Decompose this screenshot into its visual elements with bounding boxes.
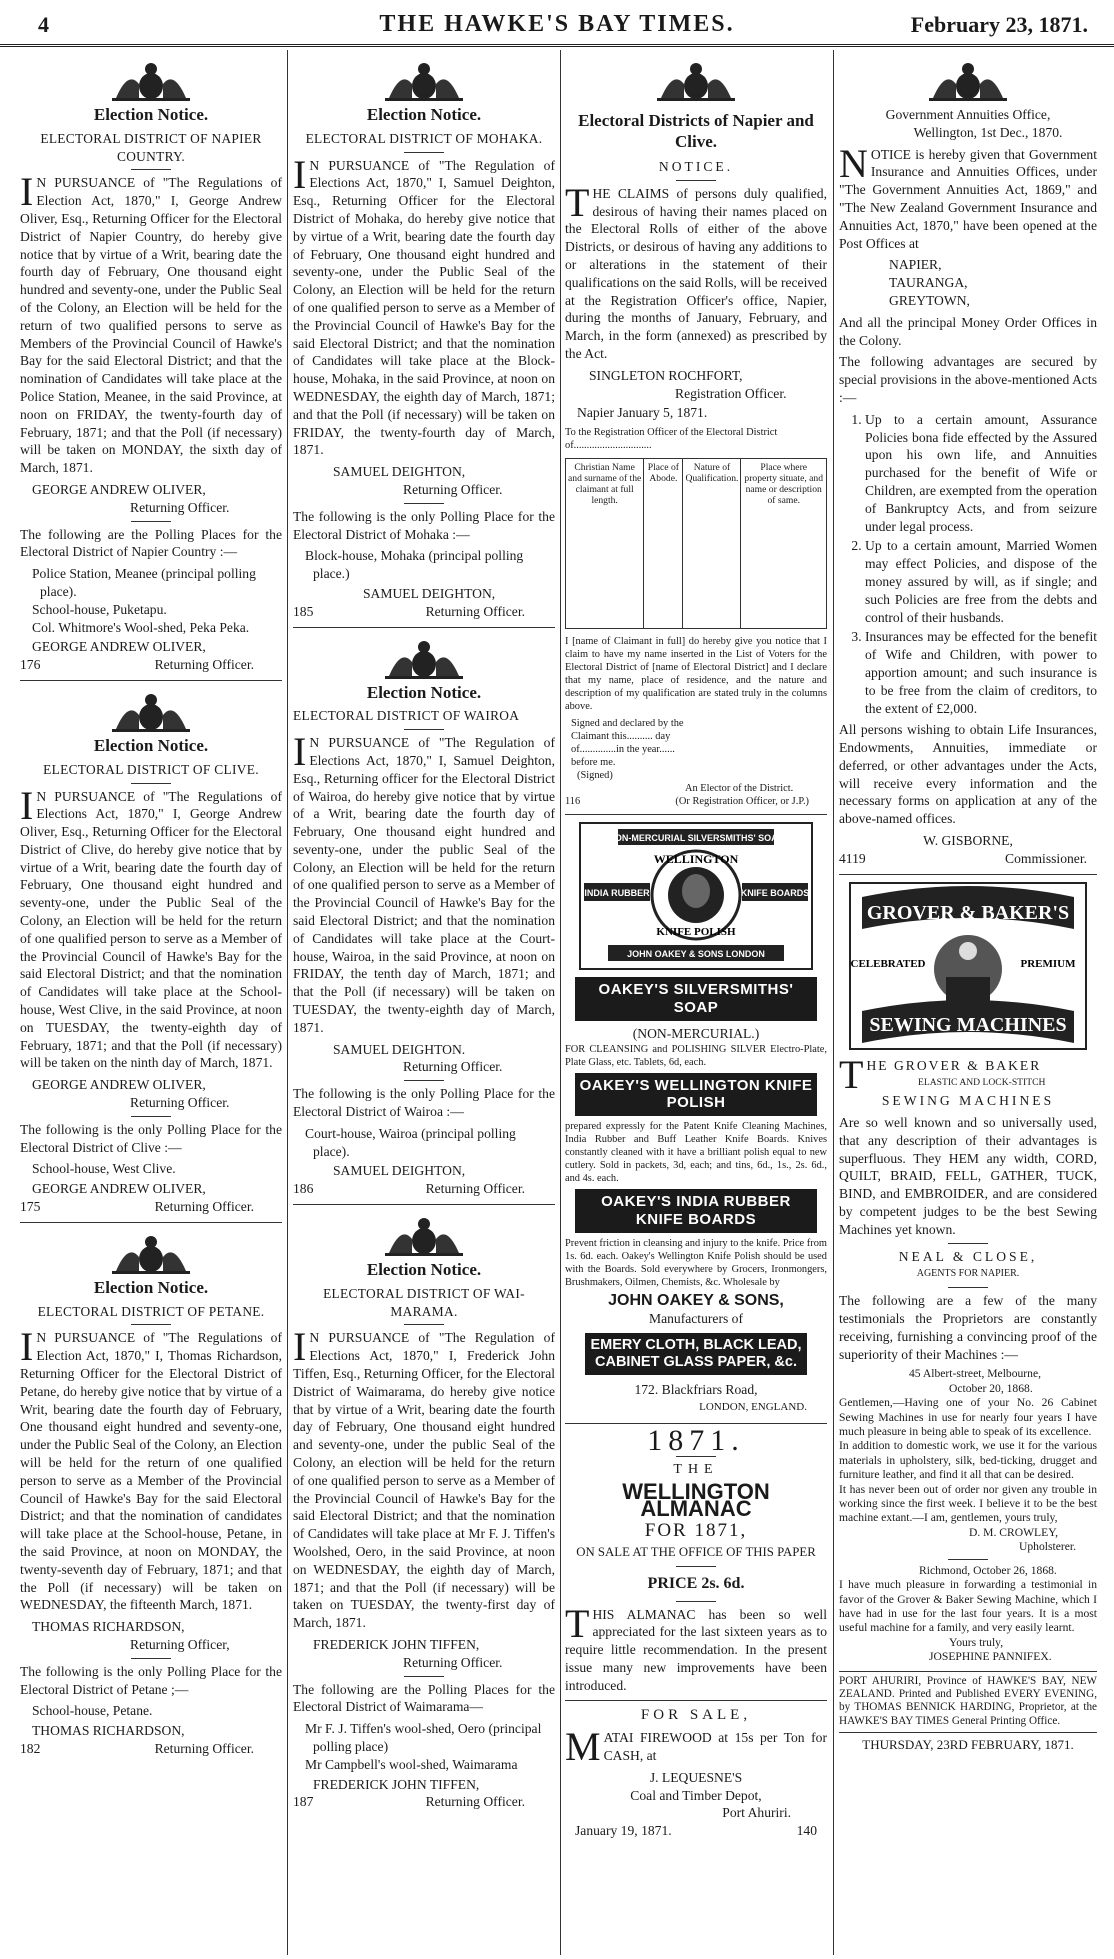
election-notice-clive xyxy=(20,691,282,1216)
banner-polish-text: KNIFE POLISH xyxy=(656,926,736,939)
notice-body: NOTICE is hereby given that Government Insurance and Annuities Offices, under "The Government Annuities Act, 1869," and "The New Zealand Government Insurance and Annuities Act, 1870," have been opened at the Post Offices at xyxy=(839,140,1097,251)
elector-alt-label: (Or Registration Officer, or J.P.) xyxy=(675,796,809,808)
officer-title: Returning Officer. xyxy=(130,1095,230,1111)
officer-name: SAMUEL DEIGHTON. xyxy=(333,1041,466,1057)
testimonial-intro: The following are a few of the many testimonials the Proprietors are constantly receiving, furnishing a convincing proof of the superiority of their Machines :— xyxy=(839,1293,1097,1362)
polling-places-intro: The following is the only Polling Place for the Electoral District of Wairoa :— xyxy=(293,1086,555,1120)
royal-crest-icon xyxy=(379,60,469,102)
government-annuities-notice xyxy=(839,60,1097,868)
polling-place: School-house, Petane. xyxy=(32,1703,153,1719)
grover-subtitle: ELASTIC AND LOCK-STITCH xyxy=(918,1077,1046,1089)
royal-crest-icon xyxy=(379,638,469,680)
maker-name: JOHN OAKEY & SONS, xyxy=(608,1291,784,1309)
polling-places-intro: The following is the only Polling Place for the Electoral District of Mohaka :— xyxy=(293,508,555,542)
almanac-for: FOR 1871, xyxy=(644,1520,748,1542)
polling-places-intro: The following is the only Polling Place for the Electoral District of Clive :— xyxy=(20,1121,282,1155)
printer-imprint: PORT AHURIRI, Province of HAWKE'S BAY, NEW ZEALAND. Printed and Published EVERY EVENING, by THOMAS BENNICK HARDING, Proprietor, at the HAWKE'S BAY TIMES General Printing Office. xyxy=(839,1671,1097,1729)
officer-name: FREDERICK JOHN TIFFEN, xyxy=(313,1776,480,1792)
notice-title: Electoral Districts of Napier and Clive. xyxy=(578,111,814,151)
column-divider xyxy=(833,50,834,1955)
notice-title: Election Notice. xyxy=(366,682,482,702)
election-notice-waimarama xyxy=(293,1215,555,1811)
sale-date: January 19, 1871. xyxy=(575,1823,672,1839)
polling-places-intro: The following are the Polling Places for the Electoral District of Waimarama— xyxy=(293,1681,555,1715)
banner-top-text: NON-MERCURIAL SILVERSMITHS' SOAP xyxy=(608,833,784,844)
notice-body: I N PURSUANCE of "The Regulations of Election Act, 1870," I, Thomas Richardson, Returning Officer for the Electoral District of Petane, do hereby give notice that by virtue of a Writ, bearing date the fourth day of February, One thousand eight hundred and seventy-one, under the Public Seal of the Colony, an Election will be held for the return of one qualified person to serve as a Member of the Provincial Council of Hawke's Bay for the said Electoral District; and that the nomination of candidates will take place at the School-house, Petane, in the said Province, at noon on MONDAY, the twenty-seventh day of February, 1871; and that the Poll (if necessary) will be taken on WEDNESDAY, the fifteenth March, 1871. xyxy=(20,1324,282,1613)
polling-place: School-house, Puketapu. xyxy=(32,601,167,617)
testimonial-body: In addition to domestic work, we use it for the various materials in upholstery, silk, bed-ticking, drugget and furniture leather, and find it all that can be desired. xyxy=(839,1439,1097,1482)
column-3 xyxy=(565,50,827,1955)
commissioner-name: W. GISBORNE, xyxy=(923,833,1013,849)
officer-title: Returning Officer. xyxy=(403,481,503,497)
officer-name: GEORGE ANDREW OLIVER, xyxy=(32,481,206,497)
officer-title: Returning Officer. xyxy=(403,1654,503,1670)
officer-name: THOMAS RICHARDSON, xyxy=(32,1619,185,1635)
officer-name: GEORGE ANDREW OLIVER, xyxy=(32,639,206,655)
notice-title: Election Notice. xyxy=(93,1277,209,1297)
district-heading: ELECTORAL DISTRICT OF MOHAKA. xyxy=(305,130,543,146)
polling-place: Court-house, Wairoa (principal polling place). xyxy=(305,1125,516,1159)
district-heading: ELECTORAL DISTRICT OF NAPIER COUNTRY. xyxy=(40,130,262,164)
emery-cloth-heading: EMERY CLOTH, BLACK LEAD, CABINET GLASS PAPER, &c. xyxy=(585,1333,807,1375)
officer-title: Registration Officer. xyxy=(675,385,787,401)
royal-crest-icon xyxy=(923,60,1013,102)
royal-crest-icon xyxy=(106,1233,196,1275)
firewood-for-sale xyxy=(565,1707,827,1840)
officer-title: Returning Officer. xyxy=(425,603,525,619)
grover-body: Are so well known and so universally used, that any description of their advantages is superfluous. They HEM any width, CORD, QUILT, BRAID, FELL, GATHER, TUCK, BIND, and EMBROIDER, and are considered by competent judges to be the best Sewing Machines yet known. xyxy=(839,1115,1097,1237)
testimonial-body: I have much pleasure in forwarding a testimonial in favor of the Grover & Baker Sewing Machine, which I have had in use for the last four years. It is a most useful machine for a family, and very easily learnt. xyxy=(839,1578,1097,1635)
officer-title: Returning Officer. xyxy=(425,1181,525,1197)
almanac-advertisement xyxy=(565,1423,827,1695)
officer-name: GEORGE ANDREW OLIVER, xyxy=(32,1181,206,1197)
notice-label: NOTICE. xyxy=(658,159,734,174)
notice-body: I N PURSUANCE of "The Regulation of Elections Act, 1870," I, Samuel Deighton, Esq., Returning officer for the Electoral District of Wairoa, do hereby give notice that by virtue of a Writ, bearing date the fourth day of February, One thousand eight hundred and seventy-one, under the public Seal of the Colony, an Election will be held for the return of one qualified person to serve as a Member of the Provincial Council of Hawke's Bay for the said Electoral District; and that the nomination of Candidates will take place at the Court-house, Wairoa, in the said Province, at noon on FRIDAY, the tenth day of March, 1871; and that the Poll (if necessary) will be taken on TUESDAY, the twenty-eighth day of March, 1871. xyxy=(293,729,555,1035)
grover-baker-advertisement xyxy=(839,881,1097,1665)
masthead xyxy=(0,0,1114,47)
banner-right-text: KNIFE BOARDS xyxy=(740,888,810,899)
notice-title: Election Notice. xyxy=(93,105,209,124)
almanac-sale-text: ON SALE AT THE OFFICE OF THIS PAPER xyxy=(576,1544,816,1559)
knife-polish-description: prepared expressly for the Patent Knife Cleaning Machines, India Rubber and Buff Leather Knife Boards. Knives constantly cleaned with it have a brilliant polish equal to new cutlery. Sold in packets, 3d, each; and tins, 6d., 1s., 2s. 6d., and 4s. each. xyxy=(565,1121,827,1185)
election-notice-napier-country xyxy=(20,60,282,674)
notice-body: I N PURSUANCE of "The Regulations of Election Act, 1870," I, George Andrew Oliver, Esq., Returning Officer for the Electoral District of Napier Country, do hereby give notice that by virtue of a Writ, bearing date the fourth day of February, One thousand eight hundred and seventy-one, under the Public Seal of the Colony, an Election will be held for the return of two qualified persons to serve as Members of the Provincial Council of Hawke's Bay for the said Electoral District; and that the nomination of Candidates will take place at the Police Station, Meanee, in the said Province, at noon on FRIDAY, the twenty-fourth day of February, 1871; and that the Poll (if necessary) will be taken on MONDAY, the sixth day of March, 1871. xyxy=(20,169,282,476)
electoral-registration-notice xyxy=(565,60,827,808)
form-header: Place of Abode. xyxy=(644,459,683,629)
polling-place: Police Station, Meanee (principal polling place). xyxy=(32,566,256,599)
almanac-title: WELLINGTON ALMANAC xyxy=(622,1478,770,1522)
polling-places-intro: The following are the Polling Places for the Electoral District of Napier Country :— xyxy=(20,526,282,560)
agents-name: NEAL & CLOSE, xyxy=(898,1248,1038,1264)
royal-crest-icon xyxy=(651,60,741,102)
officer-title: Returning Officer. xyxy=(154,657,254,673)
claim-declaration: I [name of Claimant in full] do hereby give you notice that I claim to have my name inserted in the List of Voters for the Electoral District of [name of Electoral District] and I declare that my name, place of residence, and the nature and description of my qualification are stated truly in the columns above. xyxy=(565,636,827,713)
notice-title: Election Notice. xyxy=(366,105,482,124)
seller-name: J. LEQUESNE'S xyxy=(649,1769,743,1785)
officer-name: THOMAS RICHARDSON, xyxy=(32,1723,185,1739)
issue-date: February 23, 1871. xyxy=(910,12,1088,37)
seller-place: Port Ahuriri. xyxy=(722,1805,791,1821)
banner-right-text: PREMIUM xyxy=(1020,957,1076,970)
notice-body: I N PURSUANCE of "The Regulations of Elections Act, 1870," I, George Andrew Oliver, Esq., Returning Officer for the Electoral District of Clive, do hereby give notice that by virtue of a Writ, bearing date the fourth day of February, One thousand eight hundred and seventy-one, under the Public Seal of the Colony, an Election will be held for the return of one qualified person to serve as a Member of the Provincial Council of Hawke's Bay for the said Electoral District; and that the nomination of Candidates will take place at the School-house, West Clive, in the said Province, at noon on TUESDAY, the twenty-eighth day of February, 1871; and that the Poll (if necessary) will be taken on the ninth day of March, 1871. xyxy=(20,782,282,1071)
polling-place: Block-house, Mohaka (principal polling place.) xyxy=(305,548,524,582)
polling-place: School-house, West Clive. xyxy=(32,1161,176,1177)
ad-number: 187 xyxy=(293,1794,314,1810)
testimonial-signature: D. M. CROWLEY, xyxy=(969,1525,1058,1539)
office-dateline: Wellington, 1st Dec., 1870. xyxy=(913,124,1063,140)
testimonial-body: It has never been out of order nor given any trouble in working since the first week. I believe it to be the best machine extant.—I am, gentlemen, yours truly, xyxy=(839,1482,1097,1525)
banner-bottom-text: SEWING MACHINES xyxy=(869,1013,1067,1036)
town-name: TAURANGA, xyxy=(889,275,968,291)
officer-title: Returning Officer. xyxy=(154,1199,254,1215)
officer-title: Returning Officer. xyxy=(130,499,230,515)
for-sale-heading: FOR SALE, xyxy=(640,1707,752,1724)
oakey-advertisement xyxy=(565,821,827,1417)
district-heading: ELECTORAL DISTRICT OF WAI-MARAMA. xyxy=(323,1285,525,1319)
advantage-item: 1. Up to a certain amount, Assurance Policies bona fide effected by the Assured upon his own life, and Annuities purchased for the benefit of Wife or Children, are exempted from the operation of Bankruptcy Acts, and from seizure under legal process. xyxy=(865,411,1097,536)
soap-subtitle: (NON-MERCURIAL.) xyxy=(632,1025,760,1041)
almanac-year: 1871. xyxy=(647,1423,745,1457)
royal-crest-icon xyxy=(106,691,196,733)
maker-address-city: LONDON, ENGLAND. xyxy=(699,1401,807,1414)
polling-place: Mr F. J. Tiffen's wool-shed, Oero (principal polling place) xyxy=(305,1721,542,1754)
footer-date: THURSDAY, 23RD FEBRUARY, 1871. xyxy=(839,1732,1097,1754)
district-heading: ELECTORAL DISTRICT OF CLIVE. xyxy=(43,761,259,777)
closing-paragraph: All persons wishing to obtain Life Insurances, Endowments, Annuities, immediate or deferred, or other advantages under the Acts, will receive every information and the necessary forms on application at any of the above-named offices. xyxy=(839,722,1097,827)
column-2 xyxy=(293,50,555,1955)
money-order-offices: And all the principal Money Order Offices in the Colony. xyxy=(839,314,1097,348)
ad-number: 185 xyxy=(293,603,314,619)
testimonial-address: Richmond, October 26, 1868. xyxy=(919,1563,1057,1577)
officer-title: Returning Officer. xyxy=(425,1794,525,1810)
seller-depot: Coal and Timber Depot, xyxy=(630,1787,762,1803)
notice-body: I N PURSUANCE of "The Regulation of Elections Act, 1870," I, Frederick John Tiffen, Esq., Returning Officer, for the Electoral District of Waimarama, do hereby give notice that by virtue of a Writ, bearing date the fourth day of February, One thousand eight hundred and seventy-one, under the public Seal of the Colony, an election will be held for the return of one qualified person to serve as a Member of the Provincial Council of Hawke's Bay for the said Electoral District; and that the nomination of Candidates will take place at Mr F. J. Tiffen's Woolshed, Oero, in the said Province, at noon on WEDNESDAY, the eighth day of March, 1871; and that the Poll (if necessary) will be taken on TUESDAY, the twenty-first day of March, 1871. xyxy=(293,1324,555,1631)
page-number: 4 xyxy=(38,12,49,37)
manufacturers-label: Manufacturers of xyxy=(649,1310,743,1326)
almanac-description: THIS ALMANAC has been so well appreciated for the last sixteen years as to require little recommendation. In the present issue many new improvements have been introduced. xyxy=(565,1600,827,1693)
royal-crest-icon xyxy=(106,60,196,102)
almanac-price: PRICE 2s. 6d. xyxy=(647,1574,745,1592)
testimonial-occupation: Upholsterer. xyxy=(1019,1540,1076,1554)
town-name: GREYTOWN, xyxy=(889,292,970,308)
commissioner-title: Commissioner. xyxy=(1005,850,1087,866)
advantages-list xyxy=(839,411,1097,718)
officer-name: FREDERICK JOHN TIFFEN, xyxy=(313,1636,480,1652)
testimonial-body: Gentlemen,—Having one of your No. 26 Cabinet Sewing Machines in use for nearly four years I have much pleasure in being able to speak of its excellence. xyxy=(839,1396,1097,1439)
ad-number: 140 xyxy=(796,1823,817,1839)
soap-heading: OAKEY'S SILVERSMITHS' SOAP xyxy=(575,977,817,1021)
for-sale-body: MATAI FIREWOOD at 15s per Ton for CASH, at xyxy=(565,1724,827,1770)
agents-subtitle: AGENTS FOR NAPIER. xyxy=(916,1268,1020,1280)
district-heading: ELECTORAL DISTRICT OF WAIROA xyxy=(293,708,520,724)
notice-body: THE CLAIMS of persons duly qualified, desirous of having their names placed on the Electoral Rolls of either of the above Districts, or desirous of having any additions to or alterations in the statement of their qualifications on the said Rolls, will be received at the Registration Officer's office, Napier, during the months of January, February, and March, in the form (annexed) as prescribed by the Act. xyxy=(565,179,827,361)
notice-title: Election Notice. xyxy=(93,735,209,755)
notice-body: I N PURSUANCE of "The Regulation of Elections Act, 1870," I, Samuel Deighton, Esq., Returning Officer for the Electoral District of Mohaka, do hereby give notice that by virtue of a Writ, bearing date the fourth day of February, One thousand eight hundred and seventy-one, under the Public Seal of the Colony, an Election will be held for the return of one qualified person to serve as a Member of the Provincial Council of Hawke's Bay for the said Electoral District; and that the nomination of Candidates will take place at the Block-house, Mohaka, in the said Province, at noon on WEDNESDAY, the eighth day of March, 1871; and that the Poll (if necessary) will be taken on FRIDAY, the twenty-fourth day of March, 1871. xyxy=(293,151,555,458)
town-name: NAPIER, xyxy=(889,257,942,273)
signed-declared: Signed and declared by the Claimant this.......... day of..............in the year...... before me. xyxy=(571,718,684,769)
form-header: Nature of Qualification. xyxy=(683,459,741,629)
sewing-machine-engraving xyxy=(848,881,1088,1051)
dateline: Napier January 5, 1871. xyxy=(577,405,708,421)
claim-form-table xyxy=(565,458,827,629)
knife-polish-heading: OAKEY'S WELLINGTON KNIFE POLISH xyxy=(575,1073,817,1117)
newspaper-title: THE HAWKE'S BAY TIMES. xyxy=(379,11,735,37)
officer-title: Returning Officer. xyxy=(403,1059,503,1075)
signed-label: (Signed) xyxy=(577,770,613,782)
oakey-banner-engraving xyxy=(578,821,814,971)
notice-title: Election Notice. xyxy=(366,1260,482,1280)
advantage-item: 3. Insurances may be effected for the benefit of Wife and Children, with power to apportion amount; and such insurance is to be free from the claim of creditors, to the extent of £2,000. xyxy=(865,628,1097,717)
testimonial-closing: Yours truly, xyxy=(949,1635,1004,1649)
election-notice-mohaka xyxy=(293,60,555,621)
officer-name: SAMUEL DEIGHTON, xyxy=(333,1163,466,1179)
office-name: Government Annuities Office, xyxy=(885,107,1051,122)
ad-number: 186 xyxy=(293,1181,314,1197)
officer-title: Returning Officer, xyxy=(130,1636,230,1652)
grover-subtitle-2: SEWING MACHINES xyxy=(881,1093,1055,1109)
advantages-intro: The following advantages are secured by special provisions in the above-mentioned Acts :— xyxy=(839,354,1097,405)
officer-name: SAMUEL DEIGHTON, xyxy=(333,464,466,480)
ad-number: 182 xyxy=(20,1740,41,1756)
officer-title: Returning Officer. xyxy=(154,1740,254,1756)
banner-wellington-text: WELLINGTON xyxy=(653,852,739,867)
royal-crest-icon xyxy=(379,1215,469,1257)
ad-number: 175 xyxy=(20,1199,41,1215)
soap-description: FOR CLEANSING and POLISHING SILVER Electro-Plate, Plate Glass, etc. Tablets, 6d, each. xyxy=(565,1043,827,1068)
maker-address: 172. Blackfriars Road, xyxy=(634,1382,758,1398)
elector-label: An Elector of the District. xyxy=(685,783,794,795)
ad-number: 4119 xyxy=(839,850,866,866)
testimonial-address: 45 Albert-street, Melbourne, xyxy=(909,1367,1042,1381)
polling-places-intro: The following is the only Polling Place for the Electoral District of Petane ;— xyxy=(20,1663,282,1697)
election-notice-petane xyxy=(20,1233,282,1758)
ad-number: 176 xyxy=(20,657,41,673)
advantage-item: 2. Up to a certain amount, Married Women may effect Policies, and dispose of the money assured by will, as if single; and such Policies are free from the debts and control of their husbands. xyxy=(865,537,1097,626)
district-heading: ELECTORAL DISTRICT OF PETANE. xyxy=(37,1303,265,1319)
officer-name: SINGLETON ROCHFORT, xyxy=(589,367,743,383)
knife-boards-heading: OAKEY'S INDIA RUBBER KNIFE BOARDS xyxy=(575,1189,817,1233)
polling-place: Col. Whitmore's Wool-shed, Peka Peka. xyxy=(32,619,250,635)
testimonial-date: October 20, 1868. xyxy=(949,1381,1033,1395)
column-divider xyxy=(560,50,561,1955)
banner-left-text: CELEBRATED xyxy=(850,957,926,970)
grover-headline: THE GROVER & BAKER xyxy=(839,1051,1042,1097)
polling-place: Mr Campbell's wool-shed, Waimarama xyxy=(305,1756,518,1772)
election-notice-wairoa xyxy=(293,638,555,1199)
column-4 xyxy=(839,50,1097,1955)
banner-bottom-text: JOHN OAKEY & SONS LONDON xyxy=(627,949,765,960)
testimonial-signature: JOSEPHINE PANNIFEX. xyxy=(929,1650,1052,1664)
officer-name: SAMUEL DEIGHTON, xyxy=(363,585,496,601)
column-divider xyxy=(287,50,288,1955)
form-header: Christian Name and surname of the claimant at full length. xyxy=(566,459,644,629)
almanac-the: THE xyxy=(673,1461,719,1477)
banner-left-text: INDIA RUBBER xyxy=(584,888,650,899)
banner-top-text: GROVER & BAKER'S xyxy=(866,901,1070,924)
form-addressee: To the Registration Officer of the Electoral District of.............................. xyxy=(565,427,778,452)
officer-name: GEORGE ANDREW OLIVER, xyxy=(32,1077,206,1093)
column-1 xyxy=(20,50,282,1955)
knife-boards-description: Prevent friction in cleansing and injury to the knife. Price from 1s. 6d. each. Oakey's Wellington Knife Polish should be used with the Boards. Sold everywhere by Grocers, Ironmongers, Brushmakers, Oilmen, Chemists, &c. Wholesale by xyxy=(565,1237,827,1288)
ad-number: 116 xyxy=(565,796,581,808)
form-header: Place where property situate, and name or description of same. xyxy=(741,459,827,629)
